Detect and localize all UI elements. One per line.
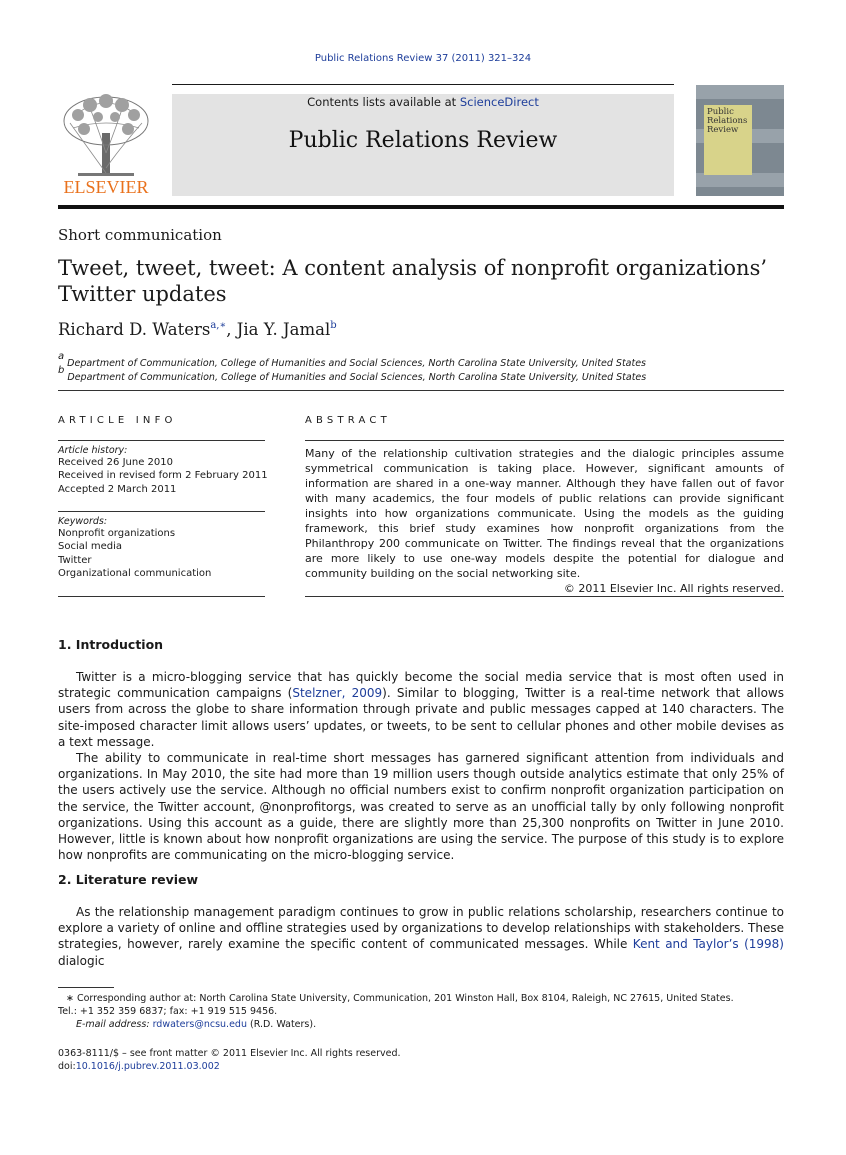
author-list: Richard D. Waters$^{a,∗}$, Jia Y. Jamal$^b$ [58,320,337,339]
citation-link[interactable]: Stelzner, 2009 [292,686,383,701]
keyword: Nonprofit organizations [58,528,176,539]
journal-title[interactable]: Public Relations Review [288,128,558,153]
affiliation-b: $^b$ Department of Communication, College of Humanities and Social Sciences, North Carolina State University, United States [58,365,647,383]
keywords-label: Keywords: [58,516,108,527]
journal-masthead [172,94,674,196]
author-affiliation-mark[interactable]: b [330,320,337,331]
paragraph: As the relationship management paradigm continues to grow in public relations scholarship, researchers continue to explore a variety of online and offline strategies used by organizations to develop relationships with stakeholders. These strategies, however, rarely examine the specific content of communicated messages. While Kent and Taylor’s (1998) dialogic [58,905,784,968]
abstract-text: Many of the relationship cultivation strategies and the dialogic principles assume symmetrical communication is taking place. However, significant amounts of information are shared in a one-way manner. Although they have fallen out of favor with many academics, the four models of public relations can provide significant insights into how organizations communicate. Using the models as the guiding framework, this brief study examines how nonprofit organizations from the Philanthropy 200 communicate on Twitter. The findings reveal that the organizations are more likely to use one-way models despite the potential for dialogue and community building on the social networking site. [305,447,784,580]
journal-cover[interactable] [696,85,784,196]
article-title: Tweet, tweet, tweet: A content analysis of nonprofit organizations’ Twitter updates [58,256,768,306]
divider [58,596,265,597]
cover-title: Public Relations Review [704,105,752,175]
article-type: Short communication [58,226,222,244]
literature-review-body [58,904,784,969]
section-title-literature-review: 2. Literature review [58,872,199,887]
paragraph: The ability to communicate in real-time short messages has garnered significant attention from individuals and organizations. In May 2010, the site had more than 19 million users though outside analytics estimate that only 25% of the users actively use the service. Although no official numbers exist to confirm nonprofit organization participation on the service, the Twitter account, @nonprofitorgs, was created to serve as an unofficial tally by only following nonprofit organizations. Using this account as a guide, there are slightly more than 25,300 nonprofits on Twitter in June 2010. However, little is known about how nonprofit organizations are using the service. The purpose of this study is to explore how nonprofits are communicating on the micro-blogging service. [58,751,784,863]
copyright-line: © 2011 Elsevier Inc. All rights reserved. [563,582,784,595]
email-link[interactable]: rdwaters@ncsu.edu [152,1019,247,1030]
section-title-introduction: 1. Introduction [58,637,164,652]
keyword: Twitter [58,554,92,566]
front-matter [58,1047,784,1073]
elsevier-logo[interactable] [58,93,154,198]
tree-icon [58,93,154,198]
history-item: Received in revised form 2 February 2011 [58,470,268,482]
divider [58,440,265,441]
divider [305,440,784,441]
journal-reference[interactable]: Public Relations Review 37 (2011) 321–324 [314,53,532,64]
history-item: Accepted 2 March 2011 [58,483,177,495]
author-name[interactable]: Richard D. Waters [58,320,211,339]
footnote-rule [58,987,114,988]
abstract-body [305,446,784,596]
divider [58,511,265,512]
sciencedirect-link[interactable]: ScienceDirect [459,95,539,109]
contents-line [172,95,674,109]
divider [58,390,784,391]
history-item: Received 26 June 2010 [58,457,173,468]
affiliation-a: $^a$ Department of Communication, College of Humanities and Social Sciences, North Carolina State University, United States [58,351,647,369]
history-label: Article history: [58,445,128,456]
keyword: Social media [58,541,122,553]
introduction-body [58,669,784,863]
contact-numbers: Tel.: +1 352 359 6837; fax: +1 919 515 9456. [58,1006,278,1017]
svg-text:ELSEVIER: ELSEVIER [63,177,149,197]
footnotes [58,992,784,1031]
paragraph: Twitter is a micro-blogging service that has quickly become the social media service that is most often used in strategic communication campaigns (Stelzner, 2009). Similar to blogging, Twitter is a real-time network that allows users from across the globe to share information through private and public messages capped at 140 characters. The site-imposed character limit allows users’ updates, or tweets, to be sent to cellular phones and other mobile devises as a text message. [58,670,784,749]
email-line: E-mail address: rdwaters@ncsu.edu (R.D. Waters). [76,1019,317,1030]
contents-prefix: Contents lists available at [307,95,460,109]
citation-link[interactable]: Kent and Taylor’s (1998) [632,937,784,952]
divider [305,596,784,597]
author-affiliation-mark[interactable]: a,∗ [210,320,227,331]
masthead-rule [58,205,784,209]
keywords [58,516,268,581]
top-rule [172,84,674,85]
corresponding-author-note: ∗ Corresponding author at: North Carolina State University, Communication, 201 Winston Hall, Box 8104, Raleigh, NC 27615, United States. [66,993,734,1004]
article-history [58,445,268,496]
article-info-heading: ARTICLE INFO [58,415,177,426]
doi-line: doi:10.1016/j.pubrev.2011.03.002 [58,1061,220,1072]
keyword: Organizational communication [58,568,212,580]
front-matter-line: 0363-8111/$ – see front matter © 2011 Elsevier Inc. All rights reserved. [58,1048,401,1059]
abstract-heading: ABSTRACT [305,415,391,426]
author-name[interactable]: Jia Y. Jamal [236,320,331,339]
doi-link[interactable]: 10.1016/j.pubrev.2011.03.002 [75,1061,220,1072]
